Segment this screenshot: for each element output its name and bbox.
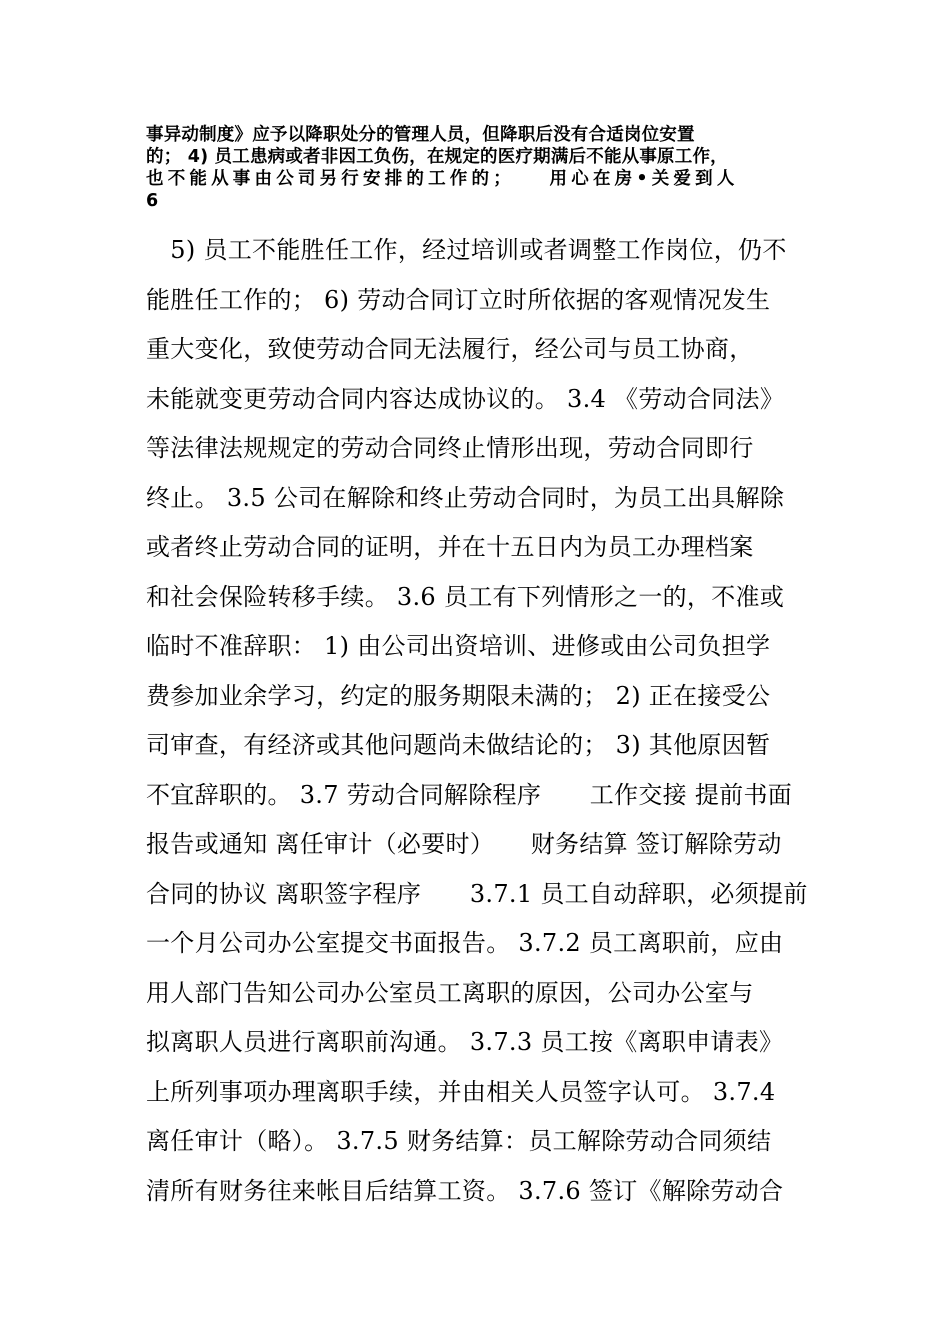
body-line: 等法律法规规定的劳动合同终止情形出现，劳动合同即行 [146,434,754,462]
header-line: 也不能从事由公司另行安排的工作的； 用心在房•关爱到人 [146,169,739,189]
body-line: 用人部门告知公司办公室员工离职的原因，公司办公室与 [146,978,754,1007]
body-line: 上所列事项办理离职手续，并由相关人员签字认可。 3.7.4 [146,1077,776,1106]
header-line: 的； 4) 员工患病或者非因工负伤，在规定的医疗期满后不能从事原工作， [146,147,728,167]
header-line: 事异动制度》应予以降职处分的管理人员，但降职后没有合适岗位安置 [146,125,695,145]
body-line: 司审查，有经济或其他问题尚未做结论的； 3) 其他原因暂 [146,731,771,759]
body-line: 离任审计（略）。 3.7.5 财务结算：员工解除劳动合同须结 [146,1127,772,1155]
page-header-text [146,124,816,212]
page-number: 6 [146,191,159,211]
body-line: 能胜任工作的； 6) 劳动合同订立时所依据的客观情况发生 [146,285,771,314]
body-line: 5) 员工不能胜任工作，经过培训或者调整工作岗位，仍不 [146,236,787,264]
body-line: 终止。 3.5 公司在解除和终止劳动合同时，为员工出具解除 [146,483,785,512]
body-line: 合同的协议 离职签字程序 3.7.1 员工自动辞职，必须提前 [146,879,808,908]
body-line: 或者终止劳动合同的证明，并在十五日内为员工办理档案 [146,533,754,561]
body-line: 重大变化，致使劳动合同无法履行，经公司与员工协商， [146,335,754,363]
body-line: 报告或通知 离任审计（必要时） 财务结算 签订解除劳动 [146,830,782,858]
body-line: 未能就变更劳动合同内容达成协议的。 3.4 《劳动合同法》 [146,384,785,413]
body-line: 拟离职人员进行离职前沟通。 3.7.3 员工按《离职申请表》 [146,1028,784,1056]
body-line: 清所有财务往来帐目后结算工资。 3.7.6 签订《解除劳动合 [146,1176,784,1205]
body-line: 费参加业余学习，约定的服务期限未满的； 2) 正在接受公 [146,681,771,710]
body-line: 和社会保险转移手续。 3.6 员工有下列情形之一的，不准或 [146,582,785,611]
body-line: 不宜辞职的。 3.7 劳动合同解除程序 工作交接 提前书面 [146,780,793,809]
body-line: 临时不准辞职： 1) 由公司出资培训、进修或由公司负担学 [146,632,771,660]
body-paragraph [146,226,816,1216]
body-line: 一个月公司办公室提交书面报告。 3.7.2 员工离职前，应由 [146,929,784,957]
